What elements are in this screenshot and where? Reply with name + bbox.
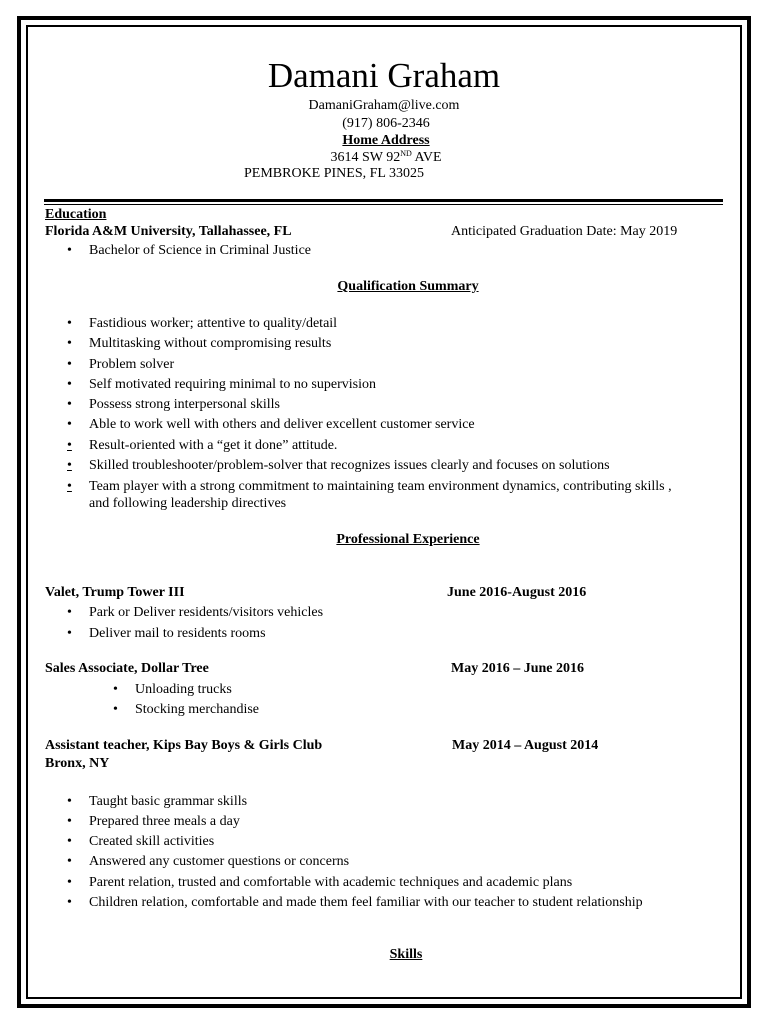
bullet-icon: • bbox=[67, 377, 72, 392]
job-dates: June 2016-August 2016 bbox=[447, 585, 587, 600]
bullet-icon: • bbox=[67, 626, 72, 641]
bullet-icon: • bbox=[67, 438, 72, 453]
header-divider-thick bbox=[44, 199, 723, 202]
street-ordinal: ND bbox=[400, 149, 412, 158]
city-address: PEMBROKE PINES, FL 33025 bbox=[244, 166, 424, 181]
school-name: Florida A&M University, Tallahassee, FL bbox=[45, 224, 292, 239]
bullet-icon: • bbox=[67, 794, 72, 809]
bullet-icon: • bbox=[67, 834, 72, 849]
bullet-icon: • bbox=[67, 357, 72, 372]
professional-experience-title: Professional Experience bbox=[336, 532, 480, 547]
header-divider-thin bbox=[44, 204, 723, 205]
candidate-name: Damani Graham bbox=[267, 56, 501, 95]
bullet-icon: • bbox=[67, 336, 72, 351]
bullet-icon: • bbox=[67, 316, 72, 331]
skills-title: Skills bbox=[389, 947, 423, 962]
job-role: Assistant teacher, Kips Bay Boys & Girls Club bbox=[45, 738, 323, 753]
job-dates: May 2014 – August 2014 bbox=[452, 738, 599, 753]
bullet-icon: • bbox=[67, 895, 72, 910]
qualification-summary-title: Qualification Summary bbox=[337, 279, 479, 294]
bullet-icon: • bbox=[67, 479, 72, 494]
education-heading: Education bbox=[45, 207, 107, 222]
job-role: Valet, Trump Tower III bbox=[45, 585, 185, 600]
job-role: Sales Associate, Dollar Tree bbox=[45, 661, 209, 676]
bullet-icon: • bbox=[67, 458, 72, 473]
list-item-continuation: and following leadership directives bbox=[89, 496, 287, 511]
phone-number: (917) 806-2346 bbox=[342, 116, 430, 131]
job-location: Bronx, NY bbox=[45, 756, 110, 771]
street-address: 3614 SW 92ND AVE bbox=[330, 149, 442, 165]
home-address-label: Home Address bbox=[342, 133, 430, 148]
graduation-date: Anticipated Graduation Date: May 2019 bbox=[451, 224, 678, 239]
job-dates: May 2016 – June 2016 bbox=[451, 661, 584, 676]
bullet-icon: • bbox=[67, 814, 72, 829]
bullet-icon: • bbox=[113, 682, 118, 697]
email-address: DamaniGraham@live.com bbox=[308, 98, 460, 113]
bullet-icon: • bbox=[67, 417, 72, 432]
bullet-icon: • bbox=[67, 875, 72, 890]
bullet-icon: • bbox=[113, 702, 118, 717]
bullet-icon: • bbox=[67, 605, 72, 620]
bullet-icon: • bbox=[67, 243, 72, 258]
bullet-icon: • bbox=[67, 854, 72, 869]
bullet-icon: • bbox=[67, 397, 72, 412]
